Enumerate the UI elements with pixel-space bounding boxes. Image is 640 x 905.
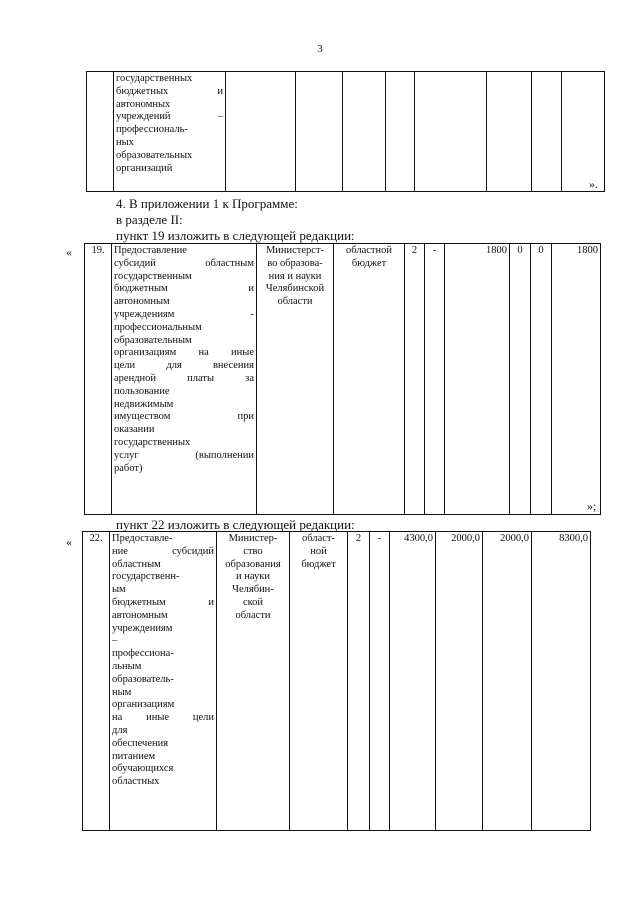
instruction-item-4: 4. В приложении 1 к Программе:: [116, 196, 298, 211]
row22-col-e: 2000,0: [483, 532, 532, 831]
row-22-table: [82, 531, 591, 831]
open-quote-22: «: [66, 535, 72, 549]
row19-col-b: -: [425, 244, 445, 515]
row22-col-c: 4300,0: [390, 532, 436, 831]
row-19-table: [84, 243, 601, 515]
row22-source: област- ной бюджет: [290, 532, 348, 831]
open-quote-19: «: [66, 245, 72, 259]
row19-col-d: 0: [510, 244, 531, 515]
row22-col-d: 2000,0: [436, 532, 483, 831]
fragment-source-cell: [296, 72, 343, 192]
closing-quote-fragment: ».: [589, 177, 598, 191]
instruction-point-22: пункт 22 изложить в следующей редакции:: [116, 517, 355, 532]
fragment-executor-cell: [226, 72, 296, 192]
row19-col-e: 0: [531, 244, 552, 515]
page-number: 3: [317, 43, 323, 55]
row22-description: Предоставле- ние субсидий областным государственн- ым бюджетным и автономным учреждениям – профессиона- льным образователь- ным организациям на иные цели для обеспечения питанием обучающихся областных: [110, 532, 217, 831]
fragment-col-c-cell: [415, 72, 487, 192]
row19-total: 1800: [552, 244, 601, 515]
fragment-col-d-cell: [487, 72, 532, 192]
fragment-total-cell: [562, 72, 605, 192]
fragment-col-b-cell: [386, 72, 415, 192]
row19-number: 19.: [85, 244, 112, 515]
closing-quote-19: »;: [587, 499, 597, 513]
row22-col-a: 2: [348, 532, 370, 831]
fragment-number-cell: [87, 72, 114, 192]
row19-description: Предоставление субсидий областным государственным бюджетным и автономным учреждениям - профессиональным образовательным организациям на иные цели для внесения арендной платы за пользование недвижимым имуществом при оказании государственных услуг (выполнении работ): [112, 244, 257, 515]
instruction-section: в разделе II:: [116, 212, 183, 227]
fragment-col-a-cell: [343, 72, 386, 192]
row22-col-b: -: [370, 532, 390, 831]
fragment-col-e-cell: [532, 72, 562, 192]
row22-executor: Министер- ство образования и науки Челябин- ской области: [217, 532, 290, 831]
row19-col-a: 2: [405, 244, 425, 515]
top-fragment-table: [86, 71, 605, 192]
row19-col-c: 1800: [445, 244, 510, 515]
row22-number: 22.: [83, 532, 110, 831]
row19-executor: Министерст- во образова- ния и науки Челябинской области: [257, 244, 334, 515]
row19-source: областной бюджет: [334, 244, 405, 515]
row22-total: 8300,0: [532, 532, 591, 831]
fragment-description-cell: государственных бюджетных и автономных учреждений – профессиональ- ных образовательных организаций: [114, 72, 226, 192]
instruction-point-19: пункт 19 изложить в следующей редакции:: [116, 228, 355, 243]
